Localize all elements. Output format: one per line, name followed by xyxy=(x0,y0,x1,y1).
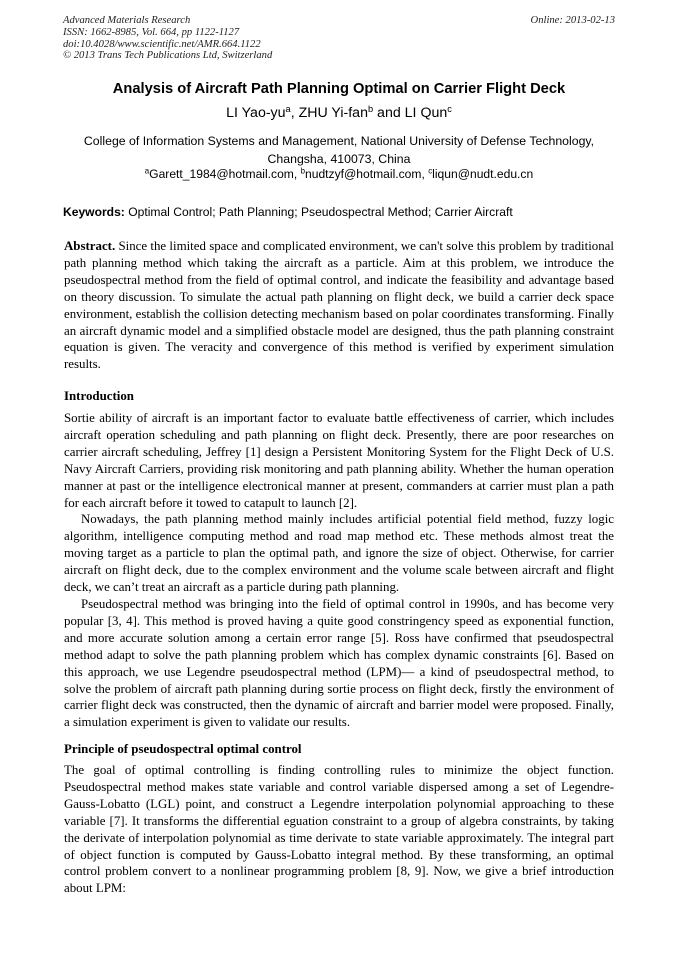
email-address: liqun@nudt.edu.cn xyxy=(432,167,534,181)
email-address: nudtzyf@hotmail.com xyxy=(305,167,422,181)
author-name: ZHU Yi-fan xyxy=(298,105,368,121)
abstract-text: Since the limited space and complicated environment, we can't solve this problem by traditional path planning method which taking the aircraft as a particle. Aim at this problem, we introduce the pseudospectral method from the field of optimal control, and indicate the feasibility and advantage based on theory discussion. To simulate the actual path planning on flight deck, we build a carrier deck space environment, establish the collision detecting mechanism based on polar coordinates transforming. Finally an aircraft dynamic model and a simplified obstacle model are designed, thus the path planning constraint equation is given. The veracity and convergence of this method is verified by experiment simulation results. xyxy=(64,239,614,372)
author-separator: , xyxy=(290,105,299,121)
section-heading-introduction: Introduction xyxy=(64,389,134,403)
journal-issn: ISSN: 1662-8985, Vol. 664, pp 1122-1127 xyxy=(63,26,240,38)
journal-name: Advanced Materials Research xyxy=(63,15,191,26)
paper-title: Analysis of Aircraft Path Planning Optimal on Carrier Flight Deck xyxy=(112,81,566,97)
affiliation-line: College of Information Systems and Management, National University of Defense Technology, xyxy=(83,134,595,148)
paragraph: Pseudospectral method was bringing into the field of optimal control in 1990s, and has become very popular [3, 4]. This method is proved having a quite good constringency speed as exponential function, and more accurate solution among a certain error range [5]. Ross have confirmed that pseudospectral method adapt to solve the path planning problem which has complex dynamic constraints [6]. Based on this approach, we use Legendre pseudospectral method (LPM)— a kind of pseudospectral method, to solve the problem of aircraft path planning during sortie process on flight deck, firstly the environment of carrier flight deck was constructed, then the dynamic of aircraft and barrier model were proposed. Finally, a simulation experiment is given to validate our results. xyxy=(64,596,614,730)
keywords-text: Optimal Control; Path Planning; Pseudospectral Method; Carrier Aircraft xyxy=(128,205,513,219)
author-list xyxy=(0,104,678,122)
email-mark: b xyxy=(300,166,305,176)
email-address: Garett_1984@hotmail.com xyxy=(149,167,294,181)
paragraph: Nowadays, the path planning method mainly includes artificial potential field method, fuzzy logic algorithm, intelligence computing method and road map method etc. These methods almost treat the moving target as a particle to plan the optimal path, and ignore the size of object. Otherwise, for carrier aircraft on flight deck, due to the complex environment and the volume scale between aircraft and flight deck, we can’t treat an aircraft as a particle during path planning. xyxy=(64,512,614,595)
email-mark: c xyxy=(428,166,433,176)
email-mark: a xyxy=(144,166,150,176)
journal-copyright: © 2013 Trans Tech Publications Ltd, Switzerland xyxy=(63,50,273,62)
journal-doi: doi:10.4028/www.scientific.net/AMR.664.1122 xyxy=(63,38,261,50)
affiliation xyxy=(0,132,678,168)
abstract xyxy=(64,238,614,373)
introduction-body xyxy=(64,410,614,731)
email-separator: , xyxy=(293,167,301,181)
keywords xyxy=(63,204,623,220)
email-list xyxy=(0,166,678,182)
email-separator: , xyxy=(421,167,429,181)
journal-header xyxy=(63,15,503,62)
paragraph: Sortie ability of aircraft is an important factor to evaluate battle effectiveness of carrier, which includes aircraft operation scheduling and path planning on flight deck. Presently, there are poor researches on carrier aircraft scheduling, Jeffrey [1] design a Persistent Monitoring System for the Flight Deck of U.S. Navy Aircraft Carriers, providing risk monitoring and path planning ability. Whether the human operation manner at past or the intelligence electronical manner at present, commanders at carrier must plan a path for each aircraft before it towed to catapult to launch [2]. xyxy=(64,411,614,510)
paragraph: The goal of optimal controlling is finding controlling rules to minimize the object function. Pseudospectral method makes state variable and control variable dispersed among a set of Legendre-Gauss-Lobatto (LGL) point, and construct a Legendre interpolation polynomial approaching to these variable [7]. It transforms the differential eguation constraint to a group of algebra constraints, by taking the derivate of interpolation polynomial as time derivate to state variable approximately. The integral part of object function is computed by Gauss-Lobatto integral method. By these transforming, an optimal control problem convert to a nonlinear programming problem [8, 9]. Now, we give a brief introduction about LPM: xyxy=(64,763,614,896)
author-mark: b xyxy=(367,103,374,114)
abstract-label: Abstract. xyxy=(64,239,116,253)
author-name: LI Yao-yu xyxy=(226,105,286,121)
author-mark: c xyxy=(447,103,452,114)
principle-body xyxy=(64,762,614,897)
online-date: Online: 2013-02-13 xyxy=(530,15,615,26)
author-separator: and xyxy=(373,105,405,121)
author-name: LI Qun xyxy=(404,105,448,121)
affiliation-line: Changsha, 410073, China xyxy=(267,152,411,166)
section-heading-principle: Principle of pseudospectral optimal control xyxy=(64,742,302,756)
author-mark: a xyxy=(285,103,291,114)
keywords-label: Keywords: xyxy=(63,205,125,219)
